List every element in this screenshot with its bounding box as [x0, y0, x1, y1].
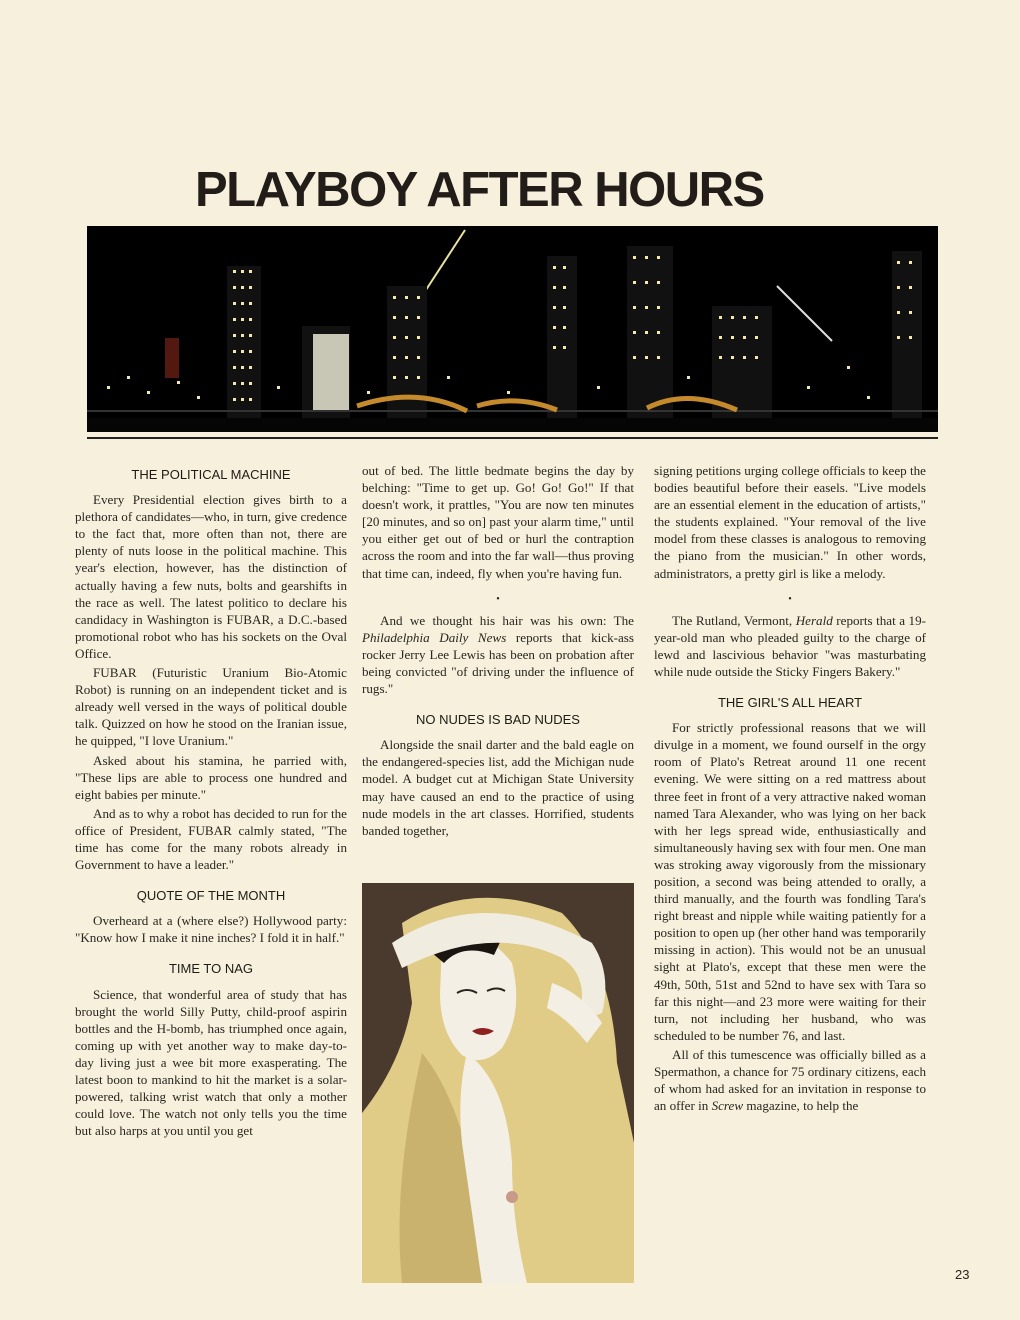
- paragraph: All of this tumescence was officially billed as a Spermathon, a chance for 75 ordinary citizens, each of whom had asked for an invitation in response to an offer in Screw magazine, to help the: [654, 1046, 926, 1114]
- heading-political-machine: THE POLITICAL MACHINE: [131, 467, 291, 482]
- paragraph: Every Presidential election gives birth to a plethora of candidates—who, in turn, give credence to the fact that, more often than not, there are plenty of nuts loose in the political machine. This year's election, however, has the distinction of actually having a few nuts, bolts and gearshifts in the race as well. The latest politico to declare his candidacy in Washington is FUBAR, a D.C.-based promotional robot who has his sockets on the Oval Office.: [75, 492, 347, 661]
- section-bullet: •: [788, 593, 792, 605]
- column-3: [654, 462, 926, 1114]
- paragraph: Overheard at a (where else?) Hollywood party: "Know how I make it nine inches? I fold it in half.": [75, 913, 347, 946]
- heading-quote-of-the-month: QUOTE OF THE MONTH: [136, 888, 286, 904]
- masthead-title: PLAYBOY AFTER HOURS: [195, 163, 764, 217]
- column-2: [362, 462, 634, 839]
- city-skyline-illustration: [87, 226, 938, 432]
- paragraph: Alongside the snail darter and the bald eagle on the endangered-species list, add the Michigan nude model. A budget cut at Michigan State University may have caused an end to the practice of using nude models in the art classes. Horrified, students banded together,: [362, 737, 634, 838]
- heading-no-nudes: NO NUDES IS BAD NUDES: [416, 712, 580, 728]
- heading-girls-all-heart: THE GIRL'S ALL HEART: [717, 695, 863, 711]
- paragraph: And we thought his hair was his own: The Philadelphia Daily News reports that kick-ass rocker Jerry Lee Lewis has been on probation after being convicted "of driving under the influence of rugs.": [362, 612, 634, 697]
- paragraph: signing petitions urging college officials to keep the bodies beautiful before their easels. "Live models are an essential element in the education of artists," the students explained. "Your removal of the live model from these classes is analogous to removing the piano from the musician." In other words, administrators, a pretty girl is like a melody.: [654, 463, 926, 581]
- paragraph: The Rutland, Vermont, Herald reports that a 19-year-old man who pleaded guilty to the charge of lewd and lascivious behavior "was masturbating while nude outside the Sticky Fingers Bakery.": [654, 612, 926, 679]
- paragraph: And as to why a robot has decided to run for the office of President, FUBAR calmly stated, "The time has come for the many robots already in Government to have a leader.": [75, 805, 347, 873]
- heading-time-to-nag: TIME TO NAG: [168, 961, 254, 977]
- hero-rule: [87, 437, 938, 439]
- woman-portrait-illustration: [362, 883, 634, 1283]
- paragraph: out of bed. The little bedmate begins the day by belching: "Time to get up. Go! Go! Go!" If that doesn't work, it prattles, "You are now ten minutes [20 minutes, and so on] past your alarm time," until you either get out of bed or hurl the contraption across the room and into the far wall—thus proving that time can, indeed, fly when you're having fun.: [362, 463, 634, 581]
- section-bullet: •: [496, 593, 500, 605]
- paragraph: FUBAR (Futuristic Uranium Bio-Atomic Robot) is running on an independent ticket and is already well versed in the ways of political double talk. Quizzed on how he stood on the Iranian issue, he quipped, "I love Uranium.": [75, 665, 347, 749]
- column-1: [75, 462, 347, 1139]
- paragraph: For strictly professional reasons that we will divulge in a moment, we found ourself in the orgy room of Plato's Retreat around 11 one recent evening. We were sitting on a red mattress about three feet in front of a very attractive naked woman named Tara Alexander, who was lying on her back with her legs spread wide, enthusiastically and simultaneously having sex with four men. One man was stroking away vigorously from the missionary position, a second was being attended to orally, a third manually, and the fourth was fondling Tara's right breast and nipple while waiting patiently for a position to open up (her other hand was temporarily missing in action). This would not be an unusual sight at Plato's, except that these men were the 49th, 50th, 51st and 52nd to have sex with Tara so far this night—and 23 more were waiting for their turn, not including her husband, who was scheduled to be number 76, and last.: [654, 720, 926, 1043]
- paragraph: Science, that wonderful area of study that has brought the world Silly Putty, child-proof aspirin bottles and the H-bomb, has triumphed once again, coming up with yet another way to make day-to-day living just a wee bit more exasperating. The latest boon to mankind to hit the market is a solar-powered, talking wrist watch that only a mother could love. The watch not only tells you the time but also harps at you until you get: [75, 986, 347, 1139]
- page-number: 23: [955, 1267, 970, 1282]
- paragraph: Asked about his stamina, he parried with, "These lips are able to process one hundred and eight babies per minute.": [75, 752, 347, 802]
